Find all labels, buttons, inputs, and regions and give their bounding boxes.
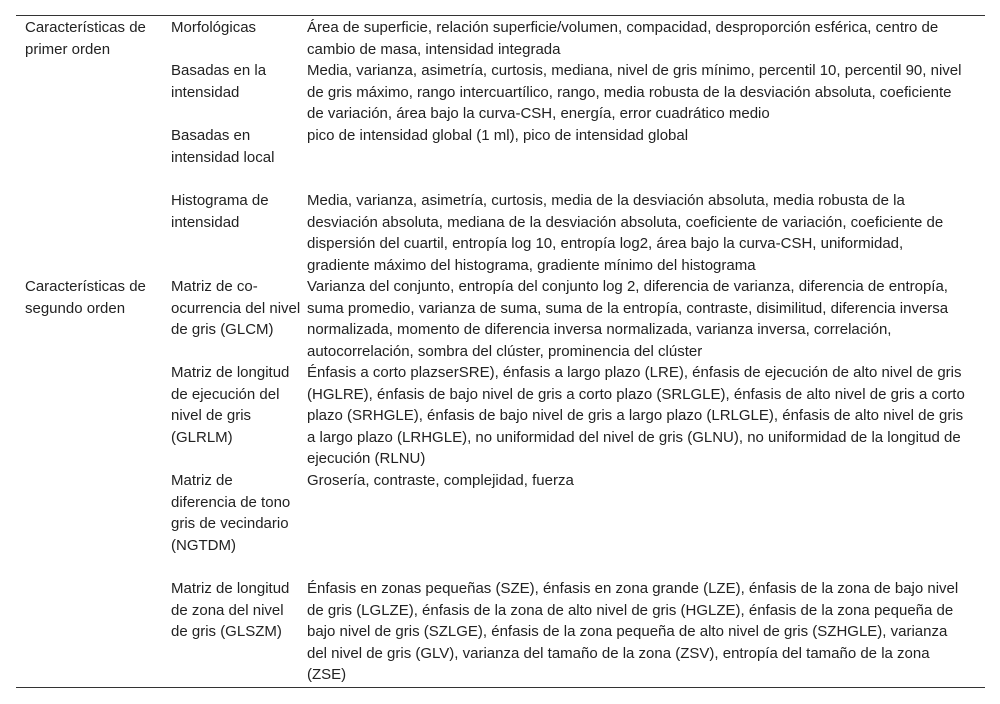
subcategory-label: Matriz de longitud de ejecución del nivel de gris (GLRLM)	[171, 364, 290, 446]
table-row	[16, 578, 985, 687]
feature-list: Media, varianza, asimetría, curtosis, media de la desviación absoluta, media robusta de la desviación absoluta, mediana de la desviación absoluta, coeficiente de variación, coeficiente de dispersión del cuartil, entropía log 10, entropía log2, área bajo la curva-CSH, uniformidad, gradiente máximo del histograma, gradiente mínimo del histograma	[307, 192, 944, 274]
feature-list: Varianza del conjunto, entropía del conjunto log 2, diferencia de varianza, diferencia de entropía, suma promedio, varianza de suma, suma de la entropía, contraste, disimilitud, diferencia inversa normalizada, momento de diferencia inversa normalizada, varianza inversa, correlación, autocorrelación, sombra del clúster, prominencia del clúster	[307, 278, 949, 360]
subcategory-label: Basadas en intensidad local	[171, 127, 275, 166]
subcategory-label: Matriz de co-ocurrencia del nivel de gris (GLCM)	[171, 278, 301, 338]
feature-list: Énfasis en zonas pequeñas (SZE), énfasis en zona grande (LZE), énfasis de la zona de bajo nivel de gris (LGLZE), énfasis de la zona de alto nivel de gris (HGLZE), énfasis de la zona pequeña de bajo nivel de gris (SZLGE), énfasis de la zona pequeña de alto nivel de gris (SZHGLE), varianza del nivel de gris (GLV), varianza del tamaño de la zona (ZSV), entropía del tamaño de la zona (ZSE)	[307, 580, 959, 683]
feature-list: Énfasis a corto plazserSRE), énfasis a largo plazo (LRE), énfasis de ejecución de alto nivel de gris (HGLRE), énfasis de bajo nivel de gris a corto plazo (SRLGLE), énfasis de alto nivel de gris a corto plazo (SRHGLE), énfasis de bajo nivel de gris a largo plazo (LRLGLE), énfasis de alto nivel de gris a largo plazo (LRHGLE), no uniformidad del nivel de gris (GLNU), no uniformidad de la longitud de ejecución (RLNU)	[307, 364, 965, 467]
table-row	[16, 125, 985, 190]
feature-list: Área de superficie, relación superficie/volumen, compacidad, desproporción esférica, centro de cambio de masa, intensidad integrada	[307, 19, 939, 58]
subcategory-label: Basadas en la intensidad	[171, 62, 267, 101]
table-row	[16, 17, 985, 60]
table-row	[16, 276, 985, 362]
table-row	[16, 470, 985, 578]
subcategory-label: Morfológicas	[171, 19, 257, 36]
category-label: Características de primer orden	[25, 19, 146, 58]
feature-list: Grosería, contraste, complejidad, fuerza	[307, 472, 574, 489]
table-row	[16, 190, 985, 276]
feature-list: Media, varianza, asimetría, curtosis, mediana, nivel de gris mínimo, percentil 10, percentil 90, nivel de gris máximo, rango intercuartílico, rango, media robusta de la desviación absoluta, coeficiente de variación, área bajo la curva-CSH, energía, error cuadrático medio	[307, 62, 962, 122]
radiomics-features-table	[16, 15, 985, 688]
table-row	[16, 60, 985, 125]
feature-list: pico de intensidad global (1 ml), pico de intensidad global	[307, 127, 689, 144]
table-row	[16, 362, 985, 470]
subcategory-label: Histograma de intensidad	[171, 192, 269, 231]
category-label: Características de segundo orden	[25, 278, 146, 317]
subcategory-label: Matriz de longitud de zona del nivel de gris (GLSZM)	[171, 580, 290, 640]
subcategory-label: Matriz de diferencia de tono gris de vecindario (NGTDM)	[171, 472, 291, 554]
